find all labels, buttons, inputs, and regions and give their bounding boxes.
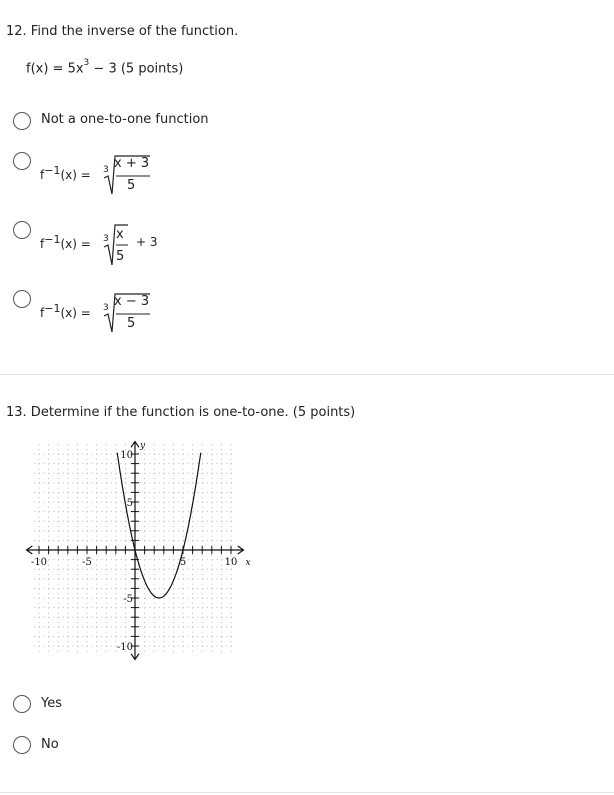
inverse-label: $f^{-1}(x)$ =	[40, 233, 91, 251]
q12-option-b-formula[interactable]	[40, 152, 170, 202]
q12-option-b-radio[interactable]	[13, 152, 31, 170]
y-tick-label: 5	[126, 498, 133, 509]
x-tick-label: -10	[30, 557, 48, 568]
q12-option-c-formula[interactable]	[40, 221, 180, 271]
function-exponent: 3	[83, 58, 90, 68]
root-index: 3	[103, 303, 109, 313]
parabola-graph	[18, 436, 258, 672]
q12-option-d-radio[interactable]	[13, 290, 31, 308]
q13-option-yes-label[interactable]: Yes	[41, 696, 62, 711]
question-13-title: 13. Determine if the function is one-to-one. (5 points)	[6, 405, 356, 420]
q13-option-no-radio[interactable]	[13, 736, 31, 754]
numerator: x + 3	[114, 156, 150, 171]
y-axis-label: y	[140, 441, 146, 452]
q13-option-no-label[interactable]: No	[41, 737, 59, 752]
denominator: 5	[127, 316, 136, 331]
root-index: 3	[103, 165, 109, 175]
denominator: 5	[116, 249, 125, 264]
y-tick-label: -5	[123, 594, 133, 605]
question-12-title: 12. Find the inverse of the function.	[6, 24, 239, 39]
x-tick-label: -5	[82, 557, 92, 568]
numerator: x − 3	[114, 294, 150, 309]
q13-option-yes-radio[interactable]	[13, 695, 31, 713]
denominator: 5	[127, 178, 136, 193]
q12-option-a-radio[interactable]	[13, 112, 31, 130]
function-tail: − 3 (5 points)	[89, 61, 184, 77]
divider-bottom	[0, 792, 614, 793]
divider	[0, 374, 614, 375]
y-tick-label: -10	[116, 642, 133, 653]
x-axis-label: x	[245, 558, 251, 568]
x-tick-label: 5	[179, 557, 187, 568]
q12-option-c-radio[interactable]	[13, 221, 31, 239]
q12-option-a-label[interactable]: Not a one-to-one function	[41, 112, 209, 127]
inverse-label: $f^{-1}(x)$ =	[40, 164, 91, 182]
question-12-function	[26, 60, 183, 76]
graph-svg	[18, 436, 258, 668]
y-tick-label: 10	[120, 450, 133, 461]
q12-option-d-formula[interactable]	[40, 290, 170, 340]
parabola-curve	[117, 453, 201, 598]
inverse-label: $f^{-1}(x)$ =	[40, 302, 91, 320]
root-index: 3	[103, 234, 109, 244]
x-tick-label: 10	[224, 557, 238, 568]
function-base: f(x) = 5x	[26, 61, 84, 77]
plus-three: + 3	[136, 235, 158, 249]
numerator: x	[116, 227, 124, 242]
